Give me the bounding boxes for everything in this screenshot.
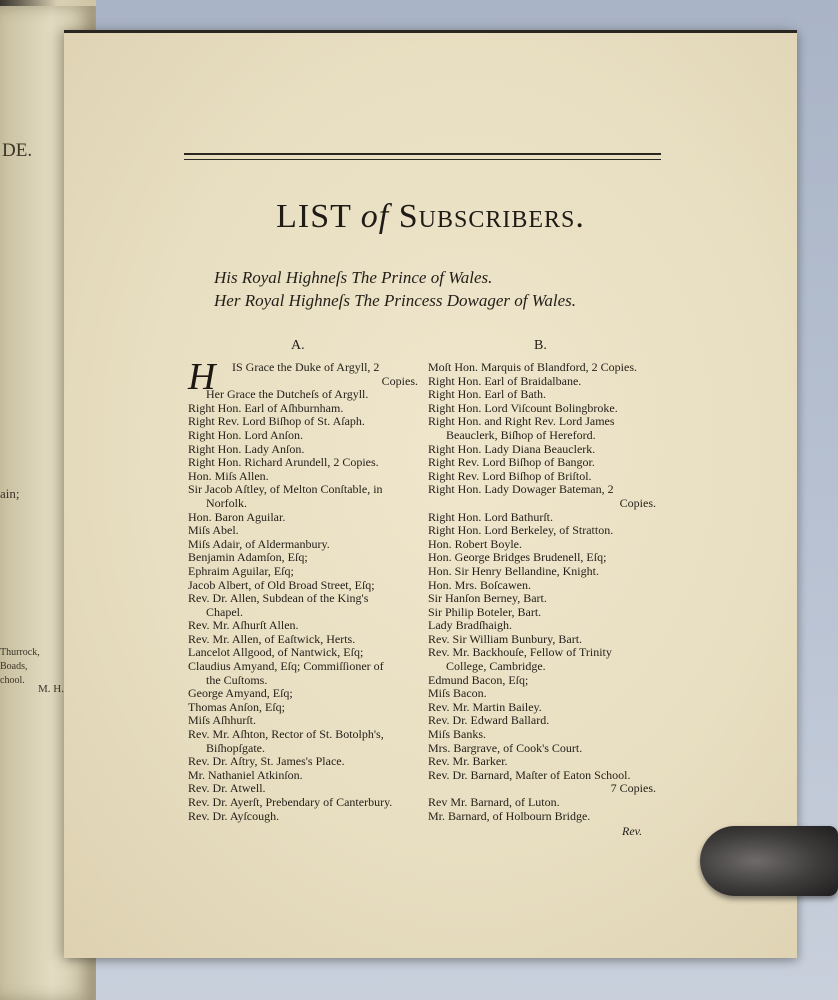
subscriber-entry bbox=[188, 796, 418, 810]
subscriber-entry bbox=[428, 511, 656, 525]
subscriber-entry-text: Sir Jacob Aſtley, of Melton Conſtable, in bbox=[188, 482, 383, 497]
subscriber-entry bbox=[428, 524, 656, 538]
subscriber-entry bbox=[428, 375, 656, 389]
subscriber-entry bbox=[428, 619, 656, 633]
title-word-of: of bbox=[360, 198, 390, 235]
subscriber-entry-text: Right Hon. Earl of Braidalbane. bbox=[428, 373, 582, 388]
subscriber-entry-text: Right Hon. and Right Rev. Lord James bbox=[428, 414, 615, 429]
subscriber-entry bbox=[188, 592, 418, 606]
subscriber-entry bbox=[188, 755, 418, 769]
subscriber-entry-text: Rev. Dr. Atwell. bbox=[188, 781, 266, 796]
subscriber-entry-text: Hon. Sir Henry Bellandine, Knight. bbox=[428, 563, 599, 578]
subscriber-entry bbox=[428, 565, 656, 579]
subscriber-entry bbox=[188, 524, 418, 538]
subscriber-entry bbox=[188, 579, 418, 593]
column-heading-a: A. bbox=[291, 338, 305, 353]
subscriber-entry-text: Right Hon. Earl of Bath. bbox=[428, 387, 546, 402]
subscriber-entry-text: Claudius Amyand, Eſq; Commiſſioner of bbox=[188, 659, 384, 674]
subscriber-entry-text: Miſs Banks. bbox=[428, 727, 487, 742]
subscriber-entry bbox=[188, 497, 418, 511]
subscriber-entry bbox=[428, 633, 656, 647]
subscriber-entry bbox=[428, 443, 656, 457]
catchword: Rev. bbox=[622, 824, 643, 838]
header-rule-thin bbox=[184, 159, 661, 160]
subscriber-entry-text: Ephraim Aguilar, Eſq; bbox=[188, 563, 294, 578]
subscriber-entry-text: Jacob Albert, of Old Broad Street, Eſq; bbox=[188, 577, 375, 592]
subscriber-entry bbox=[188, 565, 418, 579]
subscriber-entry-text: the Cuſtoms. bbox=[206, 672, 268, 687]
subscriber-entry bbox=[188, 511, 418, 525]
subscriber-entry-text: College, Cambridge. bbox=[446, 659, 546, 674]
subscriber-entry-text: Rev. Dr. Ayerſt, Prebendary of Canterbury. bbox=[188, 795, 393, 809]
subscriber-entry bbox=[188, 646, 418, 660]
subscriber-entry-text: 7 Copies. bbox=[610, 781, 656, 796]
subscriber-entry bbox=[188, 674, 418, 688]
subscriber-entry-text: Lancelot Allgood, of Nantwick, Eſq; bbox=[188, 645, 364, 660]
subscriber-entry bbox=[188, 456, 418, 470]
left-fragment-line: Boads, bbox=[0, 661, 28, 672]
subscriber-entry bbox=[428, 415, 656, 429]
subscriber-entry bbox=[188, 375, 418, 389]
subscriber-entry-text: Hon. George Bridges Brudenell, Eſq; bbox=[428, 550, 607, 565]
left-page-fragment-mid: ain; bbox=[0, 486, 20, 501]
subscriber-entry-text: Right Hon. Lord Anſon. bbox=[188, 427, 304, 442]
subscribers-column-b bbox=[428, 361, 656, 823]
subscriber-entry-text: Hon. Robert Boyle. bbox=[428, 536, 522, 551]
subscriber-entry-text: Mrs. Bargrave, of Cook's Court. bbox=[428, 740, 583, 755]
subscriber-entry bbox=[188, 551, 418, 565]
subscriber-entry-text: Rev. Mr. Allen, of Eaſtwick, Herts. bbox=[188, 631, 356, 646]
subscriber-entry bbox=[428, 755, 656, 769]
subscriber-entry-text: Right Rev. Lord Biſhop of St. Aſaph. bbox=[188, 414, 365, 429]
subscriber-entry-text: Rev. Mr. Barker. bbox=[428, 754, 508, 769]
subscriber-entry-text: Rev. Dr. Barnard, Maſter of Eaton School. bbox=[428, 767, 631, 782]
subscriber-entry-text: Norfolk. bbox=[206, 495, 247, 510]
subscriber-entry bbox=[188, 810, 418, 824]
subscriber-entry-text: Mr. Nathaniel Atkinſon. bbox=[188, 767, 303, 782]
subscriber-entry bbox=[428, 429, 656, 443]
subscriber-entry bbox=[428, 483, 656, 497]
left-fragment-line: Thurrock, bbox=[0, 647, 40, 658]
subscriber-entry bbox=[428, 579, 656, 593]
left-page-fragment-initials: M. H. bbox=[38, 683, 64, 695]
subscriber-entry bbox=[188, 443, 418, 457]
subscriber-entry bbox=[428, 660, 656, 674]
subscriber-entry-text: Miſs Aſhhurſt. bbox=[188, 713, 257, 728]
subscriber-entry bbox=[428, 388, 656, 402]
header-rule-thick bbox=[184, 153, 661, 155]
subscriber-entry-text: Right Hon. Lady Dowager Bateman, 2 bbox=[428, 482, 614, 497]
subscriber-entry-text: Biſhopſgate. bbox=[206, 740, 265, 755]
subscriber-entry-text: Chapel. bbox=[206, 604, 243, 619]
left-page-fragment-top: DE. bbox=[2, 140, 33, 161]
subscriber-entry-text: Right Hon. Richard Arundell, 2 Copies. bbox=[188, 455, 379, 470]
title-word-subscribers: Subscribers. bbox=[398, 198, 585, 235]
subscriber-entry-text: Rev. Dr. Edward Ballard. bbox=[428, 713, 550, 728]
subscriber-entry bbox=[188, 415, 418, 429]
subscriber-entry bbox=[428, 728, 656, 742]
subscriber-entry bbox=[428, 470, 656, 484]
subscriber-entry-text: Mr. Barnard, of Holbourn Bridge. bbox=[428, 808, 591, 823]
subscriber-entry bbox=[188, 687, 418, 701]
subscriber-entry bbox=[428, 769, 656, 783]
subscriber-entry-text: George Amyand, Eſq; bbox=[188, 686, 293, 701]
subscriber-entry bbox=[428, 456, 656, 470]
subscriber-entry bbox=[428, 796, 656, 810]
subscriber-entry-text: Hon. Baron Aguilar. bbox=[188, 509, 286, 524]
subscriber-entry-text: Rev. Mr. Aſhurſt Allen. bbox=[188, 618, 299, 633]
subscriber-entry-text: Copies. bbox=[619, 495, 656, 510]
subscriber-entry bbox=[188, 483, 418, 497]
column-heading-b: B. bbox=[534, 338, 547, 353]
subscriber-entry bbox=[428, 606, 656, 620]
subscriber-entry-text: Rev. Mr. Backhouſe, Fellow of Trinity bbox=[428, 645, 612, 660]
subscriber-entry bbox=[188, 633, 418, 647]
subscriber-entry bbox=[428, 497, 656, 511]
subscriber-entry bbox=[188, 402, 418, 416]
subscriber-entry bbox=[428, 782, 656, 796]
subscribers-column-a bbox=[188, 356, 418, 823]
subscriber-entry-text: Lady Bradſhaigh. bbox=[428, 618, 512, 633]
subscriber-entry bbox=[188, 701, 418, 715]
subscriber-entry bbox=[188, 660, 418, 674]
subscriber-entry-text: Copies. bbox=[381, 373, 418, 388]
subscriber-entry bbox=[428, 361, 656, 375]
subscriber-entry-text: Rev. Mr. Martin Bailey. bbox=[428, 699, 542, 714]
subscriber-entry bbox=[188, 714, 418, 728]
subscriber-entry bbox=[188, 470, 418, 484]
subscriber-entry-text: Hon. Mrs. Boſcawen. bbox=[428, 577, 531, 592]
subscriber-entry-text: Right Hon. Lord Bathurſt. bbox=[428, 509, 553, 524]
drop-cap: H bbox=[188, 356, 216, 398]
subscriber-entry-text: Rev. Dr. Ayſcough. bbox=[188, 808, 280, 823]
royal-subscriber-line: Her Royal Highneſs The Princess Dowager of Wales. bbox=[214, 291, 577, 310]
subscriber-entry bbox=[188, 429, 418, 443]
left-page-fragment-bottom bbox=[0, 646, 40, 688]
subscriber-entry-text: Rev. Sir William Bunbury, Bart. bbox=[428, 631, 583, 646]
subscriber-entry-text: Sir Philip Boteler, Bart. bbox=[428, 604, 542, 619]
subscriber-entry-text: Right Hon. Lady Anſon. bbox=[188, 441, 305, 456]
left-fragment-line: chool. bbox=[0, 675, 25, 686]
subscriber-entry-text: IS Grace the Duke of Argyll, 2 bbox=[232, 360, 380, 374]
subscriber-entry bbox=[188, 782, 418, 796]
book-weight-hand bbox=[700, 826, 838, 896]
subscriber-entry-text: Right Rev. Lord Biſhop of Bangor. bbox=[428, 455, 595, 470]
royal-subscriber-line: His Royal Highneſs The Prince of Wales. bbox=[214, 268, 493, 287]
subscriber-entry bbox=[428, 592, 656, 606]
subscriber-entry-text: Right Hon. Lord Berkeley, of Stratton. bbox=[428, 523, 614, 538]
subscriber-entry bbox=[188, 606, 418, 620]
page-title bbox=[64, 198, 797, 236]
subscriber-entry bbox=[428, 551, 656, 565]
subscriber-entry bbox=[428, 701, 656, 715]
subscriber-entry-text: Her Grace the Dutcheſs of Argyll. bbox=[206, 387, 369, 402]
subscriber-entry bbox=[428, 402, 656, 416]
subscriber-entry-text: Edmund Bacon, Eſq; bbox=[428, 672, 529, 687]
subscriber-entry-text: Miſs Bacon. bbox=[428, 686, 487, 701]
subscriber-entry bbox=[428, 687, 656, 701]
subscriber-entry-text: Thomas Anſon, Eſq; bbox=[188, 699, 285, 714]
subscriber-entry-text: Miſs Abel. bbox=[188, 523, 239, 538]
subscriber-entry bbox=[188, 742, 418, 756]
subscriber-entry bbox=[188, 388, 418, 402]
subscriber-entry bbox=[428, 646, 656, 660]
right-page bbox=[64, 30, 797, 958]
subscriber-entry bbox=[428, 714, 656, 728]
subscriber-entry bbox=[428, 674, 656, 688]
subscriber-entry bbox=[188, 619, 418, 633]
subscriber-entry-text: Right Rev. Lord Biſhop of Briſtol. bbox=[428, 468, 592, 483]
subscriber-entry bbox=[188, 769, 418, 783]
subscriber-entry bbox=[428, 810, 656, 824]
subscriber-entry-text: Sir Hanſon Berney, Bart. bbox=[428, 591, 547, 606]
subscriber-entry bbox=[188, 538, 418, 552]
subscriber-entry-text: Rev. Mr. Aſhton, Rector of St. Botolph's, bbox=[188, 727, 384, 742]
title-word-list: LIST bbox=[276, 198, 352, 235]
subscriber-entry-text: Beauclerk, Biſhop of Hereford. bbox=[446, 427, 596, 442]
subscriber-entry-text: Right Hon. Earl of Aſhburnham. bbox=[188, 400, 344, 415]
subscriber-entry-text: Rev Mr. Barnard, of Luton. bbox=[428, 795, 560, 809]
subscriber-entry bbox=[428, 742, 656, 756]
subscriber-entry-text: Miſs Adair, of Aldermanbury. bbox=[188, 536, 330, 551]
subscriber-entry-text: Rev. Dr. Allen, Subdean of the King's bbox=[188, 591, 369, 606]
subscriber-entry-text: Right Hon. Lady Diana Beauclerk. bbox=[428, 441, 596, 456]
subscriber-entry bbox=[428, 538, 656, 552]
subscriber-entry-text: Hon. Miſs Allen. bbox=[188, 468, 269, 483]
subscriber-entry-text: Moſt Hon. Marquis of Blandford, 2 Copies. bbox=[428, 360, 637, 374]
subscriber-entry-text: Rev. Dr. Aſtry, St. James's Place. bbox=[188, 754, 345, 769]
subscriber-entry-text: Benjamin Adamſon, Eſq; bbox=[188, 550, 308, 565]
subscriber-entry bbox=[188, 728, 418, 742]
subscriber-entry-text: Right Hon. Lord Viſcount Bolingbroke. bbox=[428, 400, 618, 415]
